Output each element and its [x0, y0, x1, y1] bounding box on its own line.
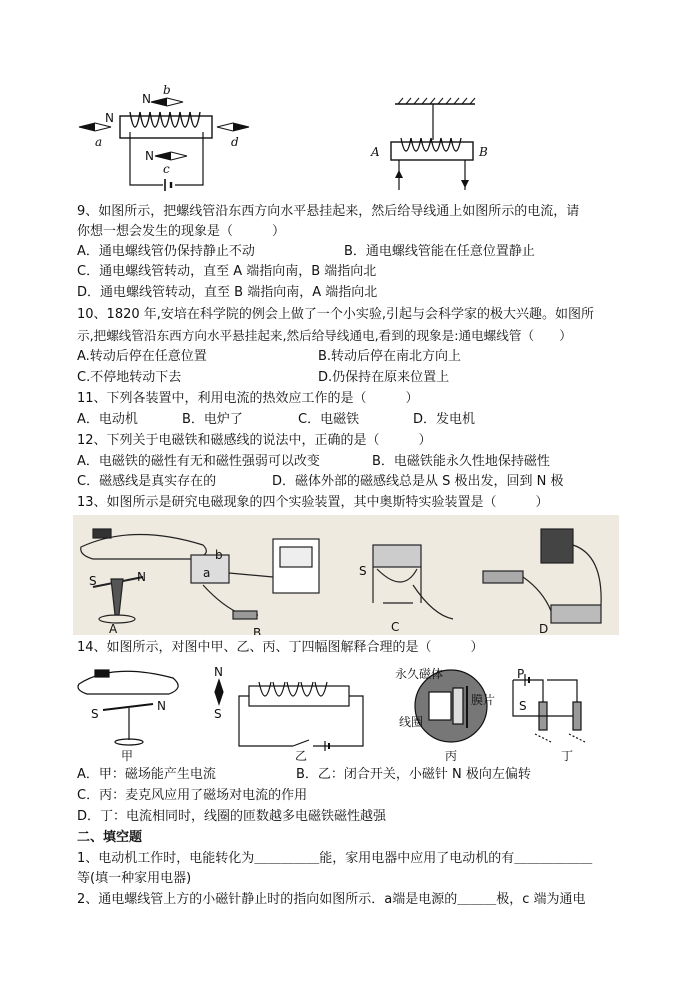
- fill-q1-line1: 1、电动机工作时，电能转化为＿＿＿＿＿能，家用电器中应用了电动机的有＿＿＿＿＿＿: [77, 851, 593, 866]
- svg-text:线圈: 线圈: [399, 715, 424, 729]
- q14-figures: [73, 662, 613, 762]
- svg-text:永久磁体: 永久磁体: [395, 667, 444, 681]
- q11-option-b: B．电炉了: [182, 412, 243, 427]
- svg-text:a: a: [95, 135, 103, 149]
- q9-stem-line2: 你想一想会发生的现象是（ ）: [77, 224, 286, 239]
- svg-text:丙: 丙: [445, 749, 458, 762]
- q12-option-a: A．电磁铁的磁性有无和磁性强弱可以改变: [77, 454, 320, 469]
- svg-text:c: c: [163, 162, 170, 176]
- figure-yi: [215, 680, 363, 751]
- fill-q1-line2: 等(填一种家用电器): [77, 871, 192, 886]
- svg-text:S: S: [89, 574, 97, 588]
- q10-option-a: A.转动后停在任意位置: [77, 349, 207, 364]
- q14-option-c: C．丙：麦克风应用了磁场对电流的作用: [77, 788, 308, 803]
- svg-text:C: C: [391, 620, 400, 634]
- svg-text:S: S: [359, 564, 367, 578]
- section-title-fill-in: 二、填空题: [77, 830, 143, 845]
- q12-option-b: B．电磁铁能永久性地保持磁性: [372, 454, 550, 469]
- svg-text:N: N: [137, 570, 146, 584]
- hanging-solenoid-figure: [365, 96, 505, 194]
- q12-option-c: C．磁感线是真实存在的: [77, 474, 217, 489]
- q13-stem: 13、如图所示是研究电磁现象的四个实验装置，其中奥斯特实验装置是（ ）: [77, 495, 549, 510]
- q11-option-d: D．发电机: [413, 412, 476, 427]
- svg-text:甲: 甲: [121, 749, 134, 762]
- q11-option-a: A．电动机: [77, 412, 138, 427]
- q14-stem: 14、如图所示，对图中甲、乙、丙、丁四幅图解释合理的是（ ）: [77, 640, 484, 655]
- q10-stem-line2: 示,把螺线管沿东西方向水平悬挂起来,然后给导线通电,看到的现象是:通电螺线管（ ）: [77, 328, 572, 343]
- svg-text:N: N: [214, 665, 223, 679]
- q11-option-c: C．电磁铁: [298, 412, 360, 427]
- svg-text:b: b: [215, 548, 223, 562]
- q10-option-c: C.不停地转动下去: [77, 370, 182, 385]
- svg-text:B: B: [253, 626, 262, 635]
- experiment-photo-strip: [73, 515, 619, 635]
- q12-option-d: D．磁体外部的磁感线总是从 S 极出发，回到 N 极: [272, 474, 564, 489]
- svg-text:乙: 乙: [295, 749, 308, 762]
- fill-q2-line1: 2、通电螺线管上方的小磁针静止时的指向如图所示．a端是电源的＿＿＿极，c 端为通电: [77, 892, 586, 907]
- q14-option-b: B．乙：闭合开关，小磁针 N 极向左偏转: [296, 767, 531, 782]
- svg-text:B: B: [479, 145, 488, 159]
- solenoid-compass-figure: [75, 82, 265, 192]
- svg-text:丁: 丁: [561, 749, 574, 762]
- svg-text:N: N: [105, 111, 114, 125]
- q9-option-d: D．通电螺线管转动，直至 B 端指向南，A 端指向北: [77, 285, 378, 300]
- svg-text:S: S: [91, 707, 99, 721]
- q12-stem: 12、下列关于电磁铁和磁感线的说法中，正确的是（ ）: [77, 433, 432, 448]
- q14-option-d: D．丁：电流相同时，线圈的匝数越多电磁铁磁性越强: [77, 809, 387, 824]
- svg-text:A: A: [371, 145, 380, 159]
- q14-option-a: A．甲：磁场能产生电流: [77, 767, 216, 782]
- svg-text:S: S: [214, 707, 222, 721]
- svg-text:膜片: 膜片: [471, 693, 496, 707]
- svg-text:D: D: [539, 622, 549, 635]
- setup-c-coil-magnet: [373, 545, 453, 619]
- svg-text:N: N: [145, 149, 154, 163]
- q10-option-b: B.转动后停在南北方向上: [318, 349, 462, 364]
- svg-text:d: d: [231, 135, 239, 149]
- q9-option-c: C．通电螺线管转动，直至 A 端指向南，B 端指向北: [77, 264, 377, 279]
- q9-stem-line1: 9、如图所示，把螺线管沿东西方向水平悬挂起来，然后给导线通上如图所示的电流，请: [77, 204, 580, 219]
- svg-text:P: P: [517, 667, 525, 681]
- setup-d-battery-solenoid: [483, 529, 601, 623]
- q10-stem-line1: 10、1820 年,安培在科学院的例会上做了一个小实验,引起与会科学家的极大兴趣。如图所: [77, 307, 595, 322]
- q10-option-d: D.仍保持在原来位置上: [318, 370, 450, 385]
- svg-text:S: S: [519, 699, 527, 713]
- svg-text:N: N: [157, 699, 166, 713]
- q9-option-b: B．通电螺线管能在任意位置静止: [344, 244, 535, 259]
- svg-text:a: a: [203, 566, 211, 580]
- q11-stem: 11、下列各装置中，利用电流的热效应工作的是（ ）: [77, 391, 419, 406]
- svg-text:b: b: [163, 83, 171, 97]
- svg-text:A: A: [109, 622, 118, 635]
- q9-option-a: A．通电螺线管仍保持静止不动: [77, 244, 255, 259]
- svg-text:N: N: [142, 92, 151, 106]
